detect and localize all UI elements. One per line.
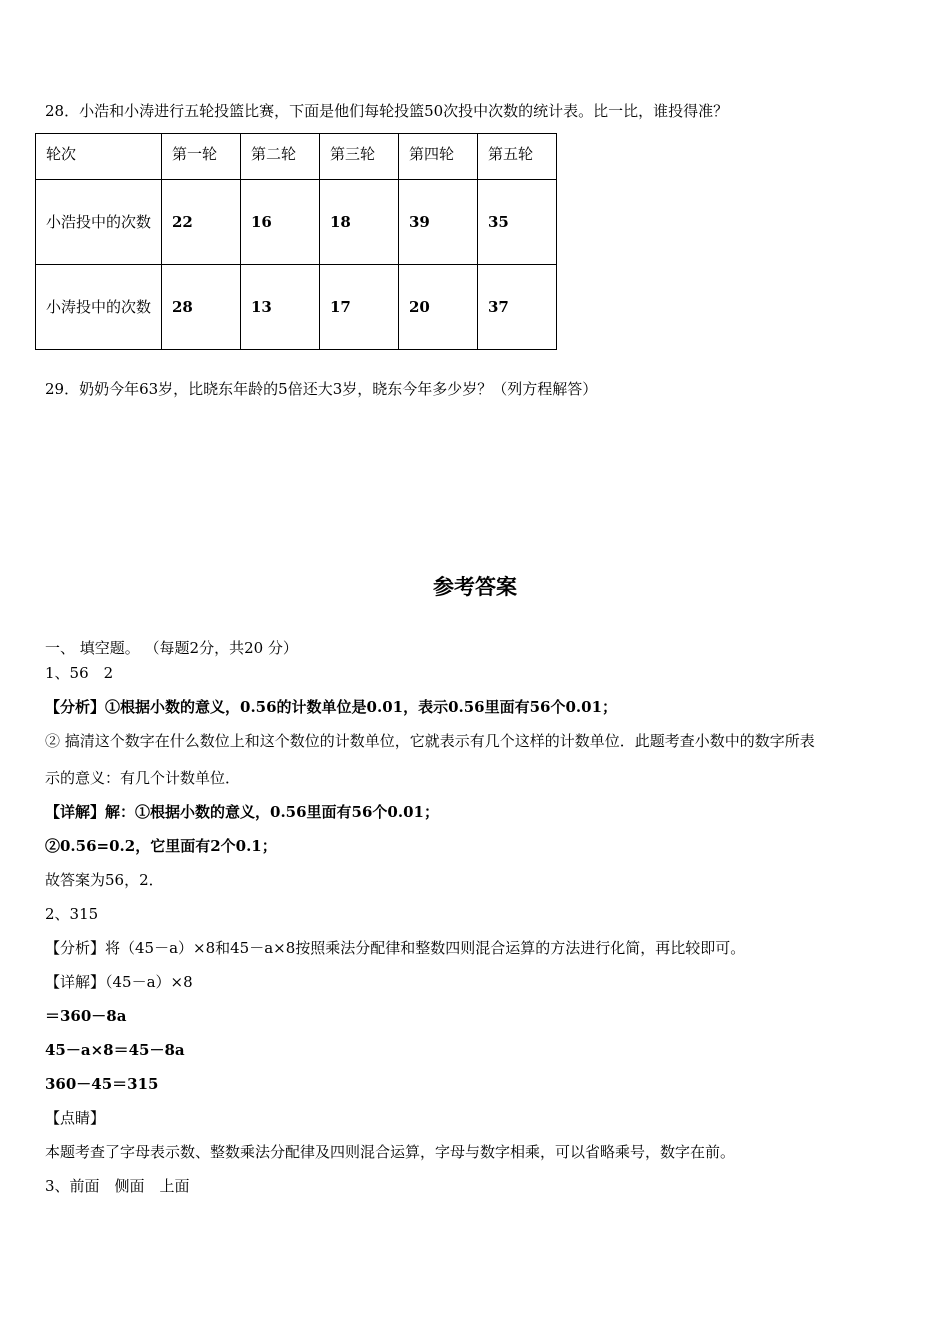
table-row — [36, 180, 557, 265]
answer-2-point-text: 本题考查了字母表示数、整数乘法分配律及四则混合运算，字母与数字相乘，可以省略乘号，数字在前。 — [45, 1143, 736, 1161]
answer-1-conclusion: 故答案为56，2． — [45, 871, 164, 889]
row-label: 小浩投中的次数 — [36, 180, 162, 265]
table-cell: 20 — [399, 265, 478, 350]
answer-1-detail: 【详解】解：①根据小数的意义，0.56里面有56个0.01； — [45, 803, 439, 821]
answer-2-detail: 【详解】（45－a）×8 — [45, 973, 193, 991]
header-cell: 第一轮 — [162, 134, 241, 180]
answer-2-analysis: 【分析】将（45－a）×8和45－a×8按照乘法分配律和整数四则混合运算的方法进行化简，再比较即可。 — [45, 939, 746, 957]
answer-3: 3、前面 侧面 上面 — [45, 1177, 190, 1195]
answer-1-detail-line2: ②0.56=0.2，它里面有2个0.1； — [45, 837, 277, 855]
stats-table — [35, 133, 557, 350]
answer-1: 1、56 2 — [45, 664, 114, 682]
answer-2-step: 45－a×8＝45－8a — [45, 1041, 185, 1059]
header-cell: 第三轮 — [320, 134, 399, 180]
table-cell: 39 — [399, 180, 478, 265]
table-row — [36, 265, 557, 350]
table-cell: 13 — [241, 265, 320, 350]
header-cell: 第五轮 — [478, 134, 557, 180]
table-cell: 35 — [478, 180, 557, 265]
table-cell: 37 — [478, 265, 557, 350]
table-cell: 16 — [241, 180, 320, 265]
section-heading: 一、 填空题。 （每题2分，共20 分） — [45, 639, 298, 657]
answer-1-analysis-line3: 示的意义：有几个计数单位． — [45, 769, 241, 787]
answer-2-step: 360－45＝315 — [45, 1075, 159, 1093]
question-28: 28．小浩和小涛进行五轮投篮比赛，下面是他们每轮投篮50次投中次数的统计表。比一比，谁投得准？ — [45, 102, 729, 120]
table-cell: 22 — [162, 180, 241, 265]
table-header-row — [36, 134, 557, 180]
answer-2: 2、315 — [45, 905, 99, 923]
question-29: 29．奶奶今年63岁，比晓东年龄的5倍还大3岁，晓东今年多少岁？（列方程解答） — [45, 380, 598, 398]
answer-2-point-heading: 【点睛】 — [45, 1109, 106, 1127]
row-label: 小涛投中的次数 — [36, 265, 162, 350]
answer-1-analysis-line2: ② 搞清这个数字在什么数位上和这个数位的计数单位，它就表示有几个这样的计数单位．此题考查小数中的数字所表 — [45, 732, 815, 750]
table-cell: 18 — [320, 180, 399, 265]
header-cell: 第四轮 — [399, 134, 478, 180]
answers-title: 参考答案 — [433, 575, 517, 599]
table-cell: 28 — [162, 265, 241, 350]
header-cell: 第二轮 — [241, 134, 320, 180]
answer-2-step: ＝360－8a — [45, 1007, 127, 1025]
header-cell: 轮次 — [36, 134, 162, 180]
table-cell: 17 — [320, 265, 399, 350]
answer-1-analysis: 【分析】①根据小数的意义，0.56的计数单位是0.01，表示0.56里面有56个0.01； — [45, 698, 618, 716]
